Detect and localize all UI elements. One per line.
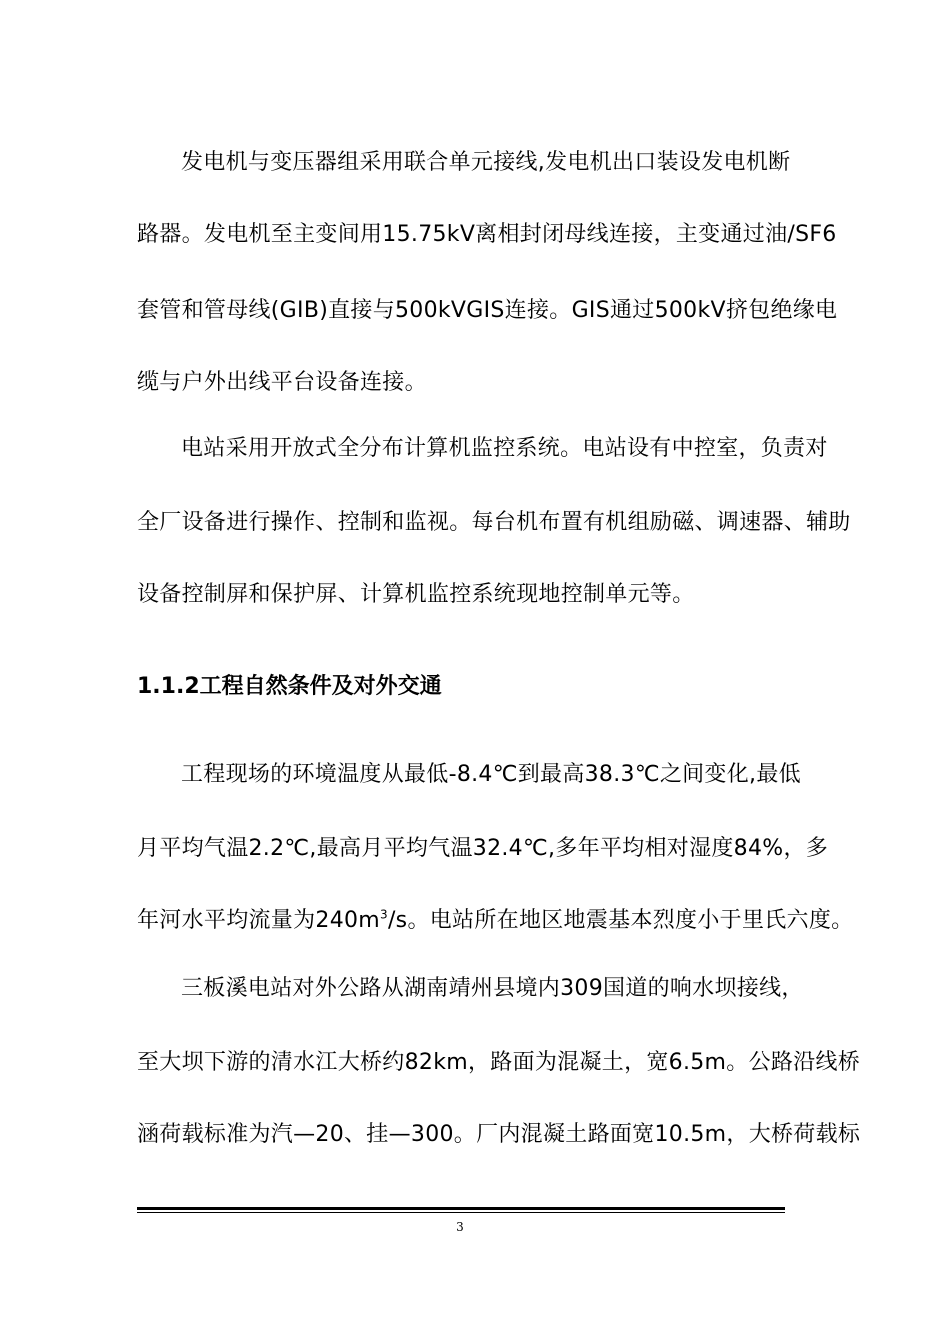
footer-rule: [137, 1207, 785, 1210]
paragraph-line: 设备控制屏和保护屏、计算机监控系统现地控制单元等。: [137, 582, 695, 607]
paragraph-line: 缆与户外出线平台设备连接。: [137, 370, 427, 395]
paragraph-line: 电站采用开放式全分布计算机监控系统。电站设有中控室，负责对: [181, 436, 828, 461]
paragraph-line: 至大坝下游的清水江大桥约82km，路面为混凝土，宽6.5m。公路沿线桥: [137, 1050, 861, 1075]
section-heading: 1.1.2工程自然条件及对外交通: [137, 674, 442, 699]
page-number: 3: [456, 1220, 464, 1234]
paragraph-line: 涵荷载标准为汽—20、挂—300。厂内混凝土路面宽10.5m，大桥荷载标: [137, 1122, 861, 1147]
flow-text-part: 年河水平均流量为240m: [137, 908, 381, 933]
paragraph-line: 工程现场的环境温度从最低-8.4℃到最高38.3℃之间变化,最低: [181, 762, 801, 787]
paragraph-line: 三板溪电站对外公路从湖南靖州县境内309国道的响水坝接线，: [181, 976, 804, 1001]
paragraph-line: [137, 906, 853, 936]
paragraph-line: 发电机与变压器组采用联合单元接线,发电机出口装设发电机断: [181, 150, 791, 175]
flow-text-part: /s。电站所在地区地震基本烈度小于里氏六度。: [387, 908, 854, 933]
paragraph-line: 套管和管母线(GIB)直接与500kVGIS连接。GIS通过500kV挤包绝缘电: [137, 298, 838, 323]
paragraph-line: 月平均气温2.2℃,最高月平均气温32.4℃,多年平均相对湿度84%，多: [137, 836, 829, 861]
paragraph-line: 路器。发电机至主变间用15.75kV离相封闭母线连接，主变通过油/SF6: [137, 222, 837, 247]
paragraph-line: 全厂设备进行操作、控制和监视。每台机布置有机组励磁、调速器、辅助: [137, 510, 851, 535]
footer-rule-thin: [137, 1212, 785, 1213]
superscript-exponent: 3: [380, 907, 388, 922]
